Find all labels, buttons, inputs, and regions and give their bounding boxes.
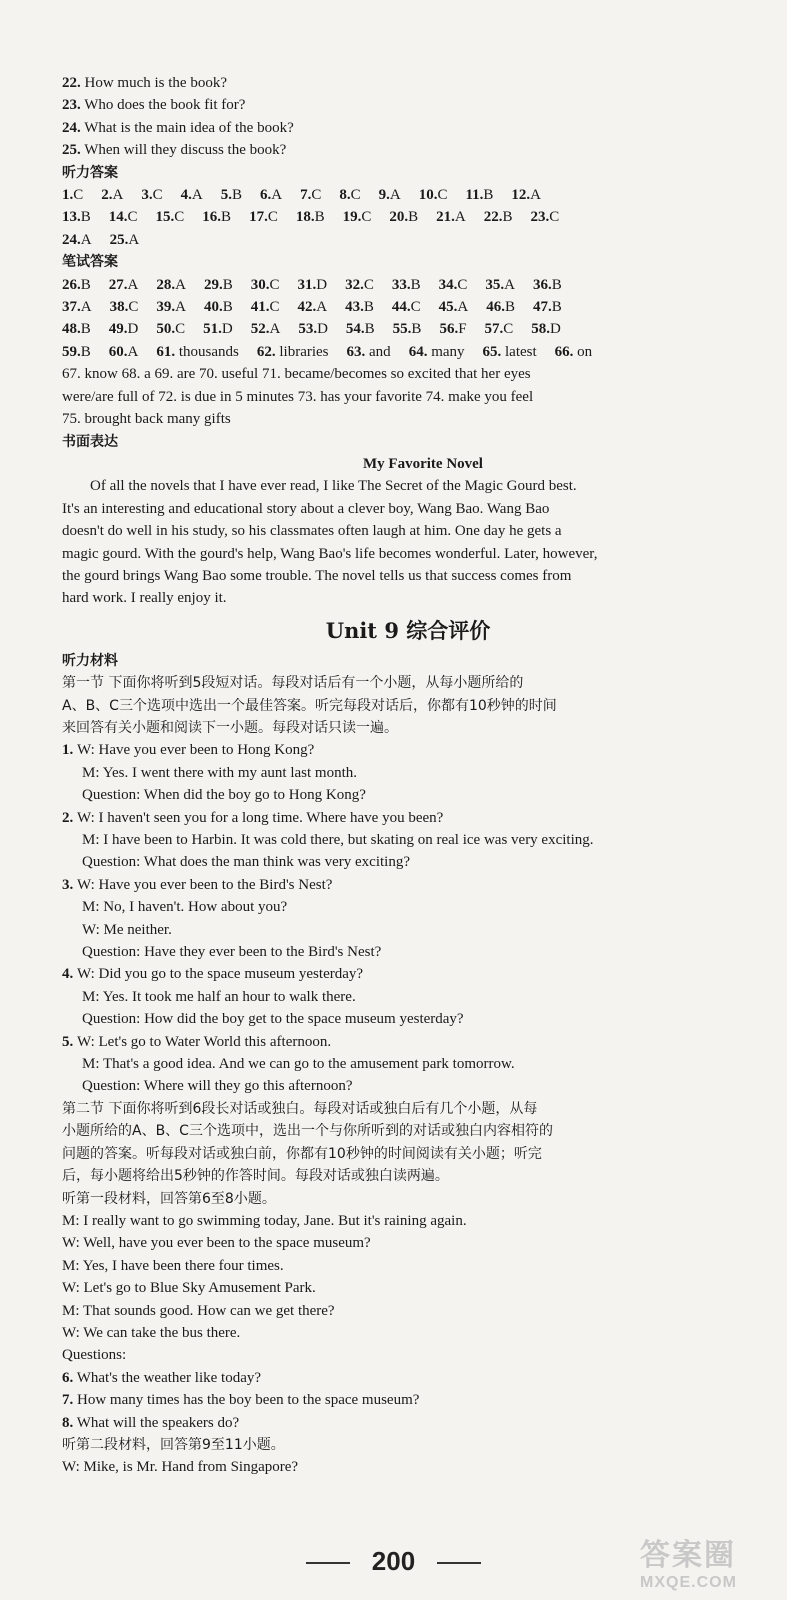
answer-item: 36.B	[532, 276, 562, 293]
answer-row	[62, 274, 754, 296]
written-answers	[62, 274, 754, 364]
section-2-instructions	[62, 1098, 754, 1188]
answer-item: 27.A	[108, 276, 139, 293]
question-24: 24. What is the main idea of the book?	[62, 119, 294, 136]
answer-item: 57.C	[484, 321, 514, 338]
answer-item: 10.C	[418, 187, 448, 204]
material-2-heading: 听第二段材料，回答第9至11小题。	[62, 1436, 285, 1453]
essay-line: magic gourd. With the gourd's help, Wang Bao's life becomes wonderful. Later, however,	[62, 545, 598, 562]
dialog-line: M: No, I haven't. How about you?	[82, 899, 288, 916]
answer-item: 6.A	[259, 187, 283, 204]
dialog-4	[62, 963, 754, 1030]
watermark-line1: 答案圈	[640, 1539, 736, 1572]
answer-item: 7.C	[300, 187, 322, 204]
questions-label: Questions:	[62, 1347, 127, 1364]
answer-item: 60.A	[108, 343, 139, 360]
page-number: 200	[0, 1546, 787, 1577]
answer-item: 22.B	[483, 209, 513, 226]
answer-item: 51.D	[203, 321, 233, 338]
answer-item: 59.B	[62, 343, 91, 360]
dialog-line: W: Me neither.	[82, 921, 172, 938]
answer-item: 4.A	[180, 187, 203, 204]
dialog-line: Question: Where will they go this afternoon?	[82, 1078, 353, 1095]
answer-row	[62, 341, 754, 363]
answer-item: 28.A	[156, 276, 186, 293]
answer-item: 56.F	[439, 321, 467, 338]
answer-item: 5.B	[220, 187, 242, 204]
answer-item: 13.B	[62, 209, 91, 226]
dialog-line: Question: Have they ever been to the Bird's Nest?	[82, 944, 382, 961]
dialog-line: M: I have been to Harbin. It was cold there, but skating on real ice was very exciting.	[82, 832, 594, 848]
answer-row	[62, 206, 754, 228]
dialog-line: 4. W: Did you go to the space museum yesterday?	[62, 966, 364, 983]
question-8: 8. What will the speakers do?	[62, 1414, 240, 1431]
answer-item: 14.C	[108, 209, 138, 226]
dialog-2	[62, 807, 754, 874]
fill-line: 67. know 68. a 69. are 70. useful 71. became/becomes so excited that her eyes	[62, 366, 531, 383]
answer-item: 21.A	[436, 209, 466, 226]
answer-item: 29.B	[203, 276, 233, 293]
dialog-line: 5. W: Let's go to Water World this afternoon.	[62, 1033, 332, 1050]
answer-item: 52.A	[250, 321, 281, 338]
answer-item: 61. thousands	[156, 343, 239, 360]
answer-item: 20.B	[389, 209, 419, 226]
answer-row	[62, 184, 754, 206]
dialog-line: Question: What does the man think was very exciting?	[82, 854, 410, 871]
essay-title: My Favorite Novel	[363, 455, 483, 472]
question-7: 7. How many times has the boy been to the space museum?	[62, 1392, 420, 1409]
answer-item: 16.B	[202, 209, 232, 226]
answer-item: 43.B	[345, 299, 374, 316]
essay-line: hard work. I really enjoy it.	[62, 590, 227, 607]
fill-line: 75. brought back many gifts	[62, 411, 231, 428]
answer-item: 19.C	[342, 209, 372, 226]
answer-item: 1.C	[62, 187, 84, 204]
answer-item: 39.A	[156, 299, 186, 316]
materials-heading: 听力材料	[62, 652, 118, 669]
answer-item: 2.A	[101, 187, 124, 204]
writing-heading: 书面表达	[62, 433, 118, 450]
answer-item: 32.C	[345, 276, 374, 293]
dialog-line: M: Yes. I went there with my aunt last month.	[82, 764, 357, 781]
answer-item: 31.D	[297, 276, 328, 293]
dialog-line: W: Well, have you ever been to the space museum?	[62, 1235, 371, 1252]
material-1-dialog	[62, 1210, 754, 1367]
question-22: 22. How much is the book?	[62, 75, 227, 91]
answer-item: 49.D	[108, 321, 139, 338]
answer-item: 30.C	[250, 276, 280, 293]
answer-item: 65. latest	[482, 343, 537, 360]
answer-item: 47.B	[532, 299, 562, 316]
page-content	[62, 72, 754, 1479]
answer-item: 42.A	[297, 299, 328, 316]
answer-item: 37.A	[62, 299, 92, 316]
question-25: 25. When will they discuss the book?	[62, 142, 287, 159]
answer-item: 3.C	[141, 187, 163, 204]
answer-item: 53.D	[298, 321, 328, 338]
dialog-line: M: Yes. It took me half an hour to walk there.	[82, 988, 356, 1005]
answer-item: 17.C	[249, 209, 278, 226]
answer-item: 63. and	[346, 343, 391, 360]
answer-item: 66. on	[554, 343, 593, 360]
watermark-logo	[640, 1530, 780, 1594]
watermark-line2: MXQE.COM	[640, 1574, 737, 1591]
listening-answers-heading: 听力答案	[62, 164, 118, 181]
written-answers-heading: 笔试答案	[62, 254, 118, 271]
question-23: 23. Who does the book fit for?	[62, 97, 246, 114]
answer-item: 35.A	[485, 276, 515, 293]
dialog-line: M: That's a good idea. And we can go to the amusement park tomorrow.	[82, 1056, 515, 1073]
answer-item: 62. libraries	[256, 343, 329, 360]
answer-item: 18.B	[295, 209, 325, 226]
fill-line: were/are full of 72. is due in 5 minutes 73. has your favorite 74. make you feel	[62, 388, 534, 405]
dialog-line: W: Let's go to Blue Sky Amusement Park.	[62, 1280, 316, 1297]
essay-line: Of all the novels that I have ever read, I like The Secret of the Magic Gourd best.	[90, 478, 577, 495]
answer-item: 15.C	[155, 209, 185, 226]
dialog-line: Question: When did the boy go to Hong Kong?	[82, 787, 366, 804]
answer-item: 64. many	[408, 343, 465, 360]
instruction-line: A、B、C三个选项中选出一个最佳答案。听完每段对话后，你都有10秒钟的时间	[62, 697, 557, 714]
answer-item: 55.B	[392, 321, 422, 338]
answer-item: 45.A	[438, 299, 469, 316]
unit-title: Unit 9 综合评价	[325, 617, 491, 643]
instruction-line: 第一节 下面你将听到5段短对话。每段对话后有一个小题，从每小题所给的	[62, 675, 524, 692]
dialog-line: M: I really want to go swimming today, Jane. But it's raining again.	[62, 1212, 467, 1229]
short-dialogs	[62, 739, 754, 1098]
answer-row	[62, 229, 754, 251]
material-1-questions	[62, 1367, 754, 1434]
essay-line: the gourd brings Wang Bao some trouble. The novel tells us that success comes from	[62, 567, 572, 584]
answer-item: 34.C	[438, 276, 468, 293]
answer-item: 33.B	[391, 276, 421, 293]
answer-item: 46.B	[486, 299, 515, 316]
instruction-line: 来回答有关小题和阅读下一小题。每段对话只读一遍。	[62, 719, 398, 736]
answer-item: 50.C	[156, 321, 186, 338]
answer-item: 38.C	[109, 299, 139, 316]
dialog-line: 1. W: Have you ever been to Hong Kong?	[62, 742, 315, 759]
answer-item: 25.A	[109, 231, 140, 248]
dialog-1	[62, 739, 754, 806]
answer-item: 23.C	[530, 209, 560, 226]
dialog-5	[62, 1031, 754, 1098]
dialog-line: Question: How did the boy get to the space museum yesterday?	[82, 1011, 464, 1028]
instruction-line: 第二节 下面你将听到6段长对话或独白。每段对话或独白后有几个小题，从每	[62, 1100, 538, 1117]
instruction-line: 问题的答案。听每段对话或独白前，你都有10秒钟的时间阅读有关小题；听完	[62, 1145, 542, 1162]
listening-answers	[62, 184, 754, 251]
answer-item: 58.D	[531, 321, 561, 338]
fill-answers	[62, 363, 754, 430]
answer-item: 9.A	[378, 187, 401, 204]
answer-item: 44.C	[391, 299, 421, 316]
dialog-line: M: Yes, I have been there four times.	[62, 1257, 284, 1274]
answer-item: 24.A	[62, 231, 92, 248]
instruction-line: 后，每小题将给出5秒钟的作答时间。每段对话或独白读两遍。	[62, 1168, 449, 1185]
answer-item: 48.B	[62, 321, 91, 338]
dialog-line: 2. W: I haven't seen you for a long time. Where have you been?	[62, 809, 444, 826]
dialog-line: 3. W: Have you ever been to the Bird's Nest?	[62, 876, 333, 893]
dialog-line: M: That sounds good. How can we get there?	[62, 1302, 335, 1319]
dialog-line: W: Mike, is Mr. Hand from Singapore?	[62, 1459, 299, 1476]
answer-item: 26.B	[62, 276, 91, 293]
section-1-instructions	[62, 672, 754, 739]
material-1-heading: 听第一段材料，回答第6至8小题。	[62, 1190, 276, 1207]
question-6: 6. What's the weather like today?	[62, 1369, 262, 1386]
dialog-3	[62, 874, 754, 964]
dash-left	[306, 1562, 350, 1564]
answer-item: 54.B	[345, 321, 375, 338]
dialog-line: W: We can take the bus there.	[62, 1324, 241, 1341]
answer-row	[62, 318, 754, 340]
answer-row	[62, 296, 754, 318]
dash-right	[437, 1562, 481, 1564]
answer-item: 11.B	[465, 187, 494, 204]
answer-item: 12.A	[511, 187, 542, 204]
instruction-line: 小题所给的A、B、C三个选项中，选出一个与你所听到的对话或独白内容相符的	[62, 1123, 553, 1140]
top-questions	[62, 72, 754, 162]
essay-line: doesn't do well in his study, so his classmates often laugh at him. One day he gets a	[62, 523, 562, 540]
answer-item: 8.C	[339, 187, 361, 204]
essay-line: It's an interesting and educational story about a clever boy, Wang Bao. Wang Bao	[62, 500, 550, 517]
answer-item: 41.C	[250, 299, 280, 316]
essay-body	[62, 475, 754, 609]
answer-item: 40.B	[203, 299, 233, 316]
